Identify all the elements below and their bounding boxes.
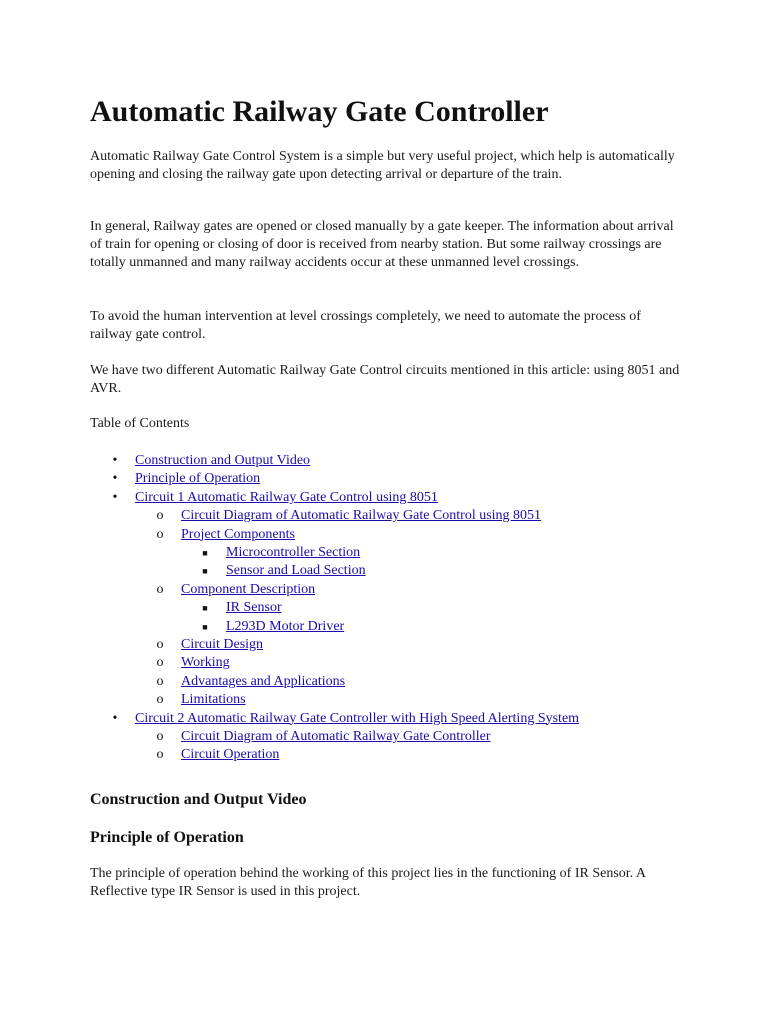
- bullet-disc-icon: •: [112, 471, 118, 487]
- toc-link[interactable]: Advantages and Applications: [181, 673, 346, 689]
- toc-link[interactable]: Project Components: [181, 526, 295, 542]
- manual-gates-paragraph: In general, Railway gates are opened or closed manually by a gate keeper. The information about arrival of train for opening or closing of door is received from nearby station. But some railway crossings are totally unmanned and many railway accidents occur at these unmanned level crossings.: [90, 219, 674, 270]
- toc-link[interactable]: Principle of Operation: [135, 471, 261, 487]
- heading-construction-video: Construction and Output Video: [90, 791, 307, 808]
- toc-link[interactable]: Microcontroller Section: [226, 545, 361, 560]
- toc-link[interactable]: Circuit 2 Automatic Railway Gate Controller with High Speed Alerting System: [135, 710, 580, 726]
- bullet-circle-icon: o: [156, 581, 164, 597]
- heading-principle-of-operation: Principle of Operation: [90, 829, 244, 846]
- circuits-paragraph: We have two different Automatic Railway Gate Control circuits mentioned in this article: using 8051 and AVR.: [90, 363, 680, 396]
- toc-link[interactable]: IR Sensor: [226, 600, 282, 616]
- intro-paragraph: Automatic Railway Gate Control System is a simple but very useful project, which help is automatically opening and closing the railway gate upon detecting arrival or departure of the train.: [90, 149, 675, 182]
- bullet-square-icon: ■: [202, 566, 208, 577]
- page-title: Automatic Railway Gate Controller: [90, 95, 549, 128]
- toc-link[interactable]: L293D Motor Driver: [226, 618, 345, 634]
- toc-link[interactable]: Sensor and Load Section: [226, 563, 366, 579]
- toc-link[interactable]: Construction and Output Video: [135, 453, 311, 468]
- bullet-circle-icon: o: [156, 526, 164, 542]
- bullet-disc-icon: •: [112, 453, 118, 468]
- principle-paragraph: The principle of operation behind the working of this project lies in the functioning of IR Sensor. A Reflective type IR Sensor is used in this project.: [90, 866, 646, 899]
- bullet-square-icon: ■: [202, 621, 208, 632]
- toc-link[interactable]: Working: [181, 655, 230, 671]
- toc-link[interactable]: Limitations: [181, 692, 246, 708]
- bullet-circle-icon: o: [156, 655, 164, 671]
- bullet-disc-icon: •: [112, 489, 118, 505]
- toc-link[interactable]: Circuit Operation: [181, 747, 280, 763]
- bullet-circle-icon: o: [156, 508, 164, 524]
- bullet-circle-icon: o: [156, 673, 164, 689]
- bullet-circle-icon: o: [156, 747, 164, 763]
- toc-link[interactable]: Circuit Diagram of Automatic Railway Gate Control using 8051: [181, 508, 542, 524]
- bullet-circle-icon: o: [156, 729, 164, 744]
- toc-link[interactable]: Circuit Design: [181, 637, 264, 652]
- automation-paragraph: To avoid the human intervention at level crossings completely, we need to automate the process of railway gate control.: [90, 309, 641, 342]
- bullet-circle-icon: o: [156, 637, 164, 652]
- bullet-square-icon: ■: [202, 603, 208, 614]
- bullet-disc-icon: •: [112, 710, 118, 726]
- toc-link[interactable]: Circuit 1 Automatic Railway Gate Control using 8051: [135, 489, 438, 505]
- toc-title: Table of Contents: [90, 416, 190, 431]
- bullet-circle-icon: o: [156, 692, 164, 708]
- bullet-square-icon: ■: [202, 548, 208, 558]
- toc-link[interactable]: Circuit Diagram of Automatic Railway Gate Controller: [181, 729, 491, 744]
- toc-link[interactable]: Component Description: [181, 581, 316, 597]
